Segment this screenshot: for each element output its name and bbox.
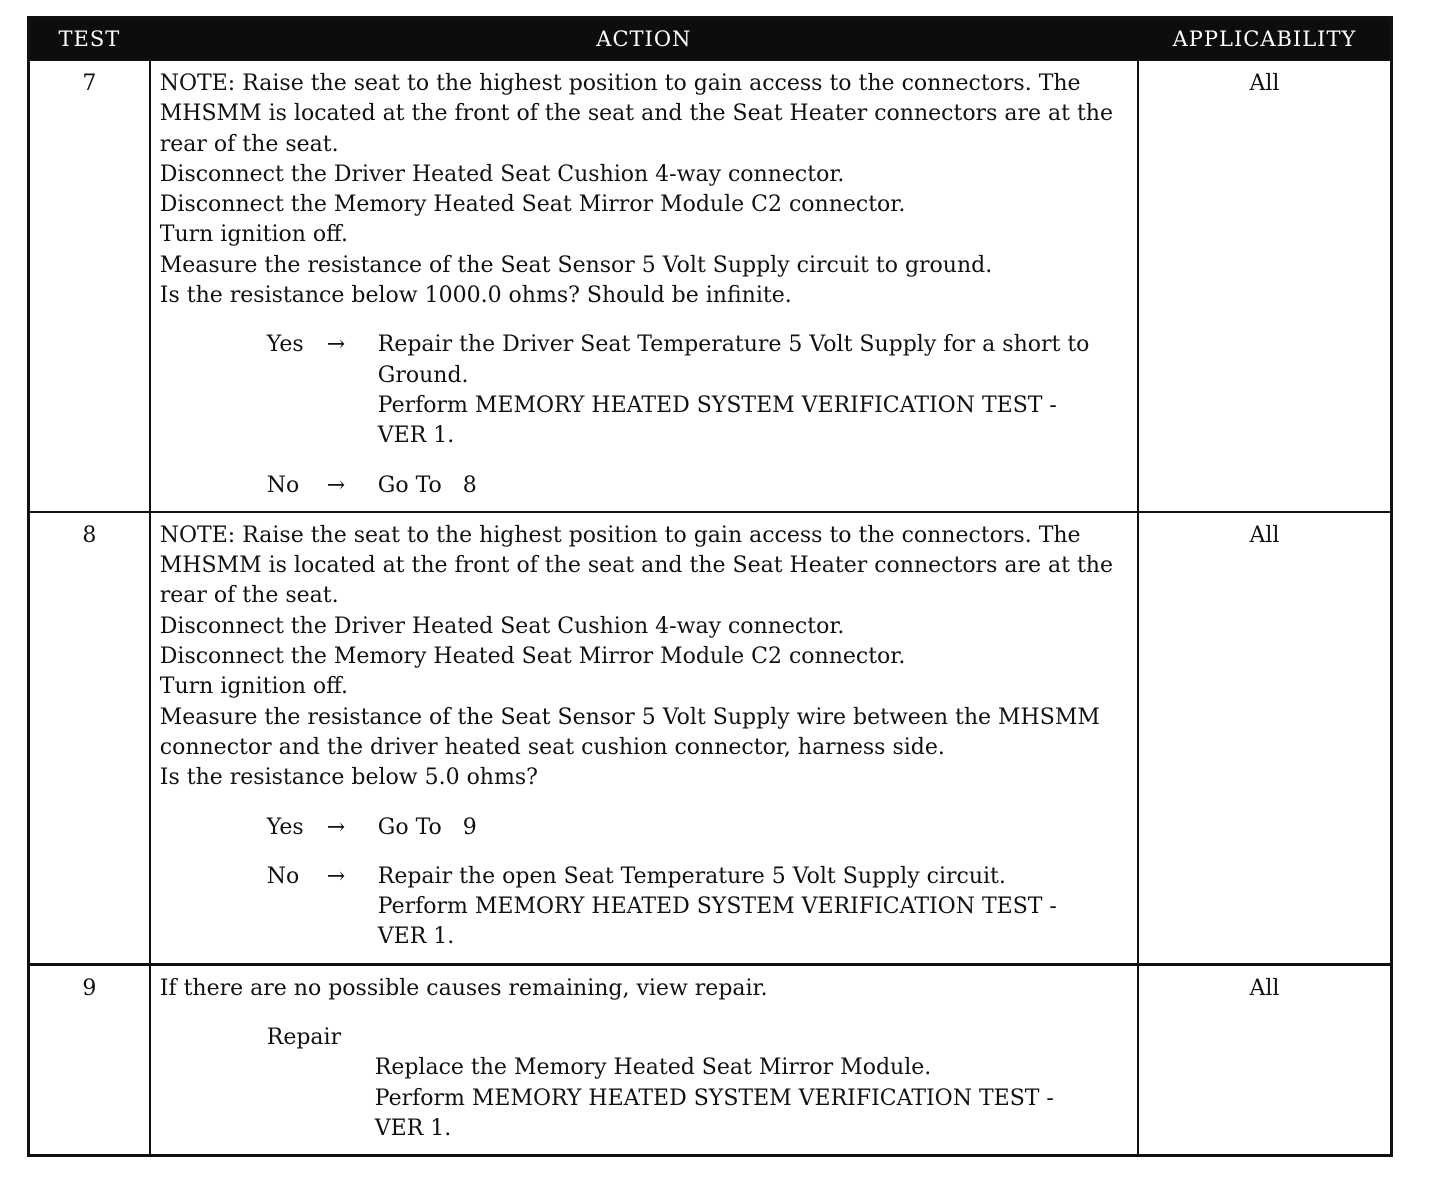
action-line: rear of the seat.: [159, 583, 339, 609]
action-line: Is the resistance below 1000.0 ohms? Should be infinite.: [159, 283, 792, 309]
action-line: rear of the seat.: [159, 131, 339, 157]
action-line: MHSMM is located at the front of the seat and the Seat Heater connectors are at the: [159, 553, 1113, 579]
header-applicability: APPLICABILITY: [1138, 18, 1392, 61]
action-line: NOTE: Raise the seat to the highest position to gain access to the connectors. The: [159, 522, 1081, 548]
result-line: Go To 9: [377, 814, 477, 840]
result-line: Perform MEMORY HEATED SYSTEM VERIFICATION TEST -: [377, 894, 1057, 920]
table-row: [29, 60, 1392, 512]
repair-line: Replace the Memory Heated Seat Mirror Module.: [374, 1055, 932, 1081]
table-header-row: [29, 18, 1392, 61]
action-line: Disconnect the Driver Heated Seat Cushion 4-way connector.: [159, 613, 845, 639]
repair-line: Perform MEMORY HEATED SYSTEM VERIFICATION TEST -: [374, 1085, 1054, 1111]
header-test: TEST: [29, 18, 150, 61]
no-branch: [160, 862, 1127, 953]
right-arrow-icon: →: [326, 332, 346, 358]
action-line: Is the resistance below 5.0 ohms?: [159, 765, 538, 791]
yes-result: [378, 330, 1127, 451]
table-row: [29, 964, 1392, 1155]
action-line: MHSMM is located at the front of the seat and the Seat Heater connectors are at the: [159, 101, 1113, 127]
yes-label: Yes: [266, 814, 304, 840]
table-row: [29, 512, 1392, 964]
repair-line: VER 1.: [374, 1115, 452, 1141]
test-number: 9: [29, 964, 150, 1155]
action-line: If there are no possible causes remaining, view repair.: [159, 975, 768, 1001]
no-result: [378, 471, 1127, 501]
action-line: connector and the driver heated seat cushion connector, harness side.: [159, 734, 945, 760]
test-number: 8: [29, 512, 150, 964]
result-line: VER 1.: [377, 924, 455, 950]
action-line: Disconnect the Memory Heated Seat Mirror Module C2 connector.: [159, 644, 906, 670]
result-line: Perform MEMORY HEATED SYSTEM VERIFICATION TEST -: [377, 392, 1057, 418]
action-line: Turn ignition off.: [159, 222, 348, 248]
diagnostic-test-table: [27, 16, 1393, 1157]
action-cell: [150, 964, 1138, 1155]
action-line: Disconnect the Driver Heated Seat Cushion 4-way connector.: [159, 161, 845, 187]
applicability-value: All: [1138, 60, 1392, 512]
applicability-value: All: [1138, 964, 1392, 1155]
result-line: Repair the Driver Seat Temperature 5 Volt Supply for a short to: [377, 332, 1090, 358]
right-arrow-icon: →: [326, 863, 346, 889]
yes-branch: [160, 813, 1127, 843]
action-cell: [150, 512, 1138, 964]
yes-result: [378, 813, 1127, 843]
header-action: ACTION: [150, 18, 1138, 61]
result-line: Ground.: [377, 362, 469, 388]
test-number: 7: [29, 60, 150, 512]
result-line: VER 1.: [377, 423, 455, 449]
action-line: NOTE: Raise the seat to the highest position to gain access to the connectors. The: [159, 71, 1081, 96]
yes-branch: [160, 330, 1127, 451]
yes-label: Yes: [266, 332, 304, 358]
action-line: Measure the resistance of the Seat Sensor 5 Volt Supply wire between the MHSMM: [159, 704, 1100, 730]
right-arrow-icon: →: [326, 472, 346, 498]
action-cell: [150, 60, 1138, 512]
action-line: Turn ignition off.: [159, 674, 348, 700]
result-line: Repair the open Seat Temperature 5 Volt Supply circuit.: [377, 863, 1006, 889]
repair-instructions: [375, 1053, 1127, 1144]
no-label: No: [266, 863, 300, 889]
applicability-value: All: [1138, 512, 1392, 964]
action-line: Measure the resistance of the Seat Sensor 5 Volt Supply circuit to ground.: [159, 252, 993, 278]
no-result: [378, 862, 1127, 953]
no-label: No: [266, 472, 300, 498]
repair-label: Repair: [266, 1025, 342, 1051]
no-branch: [160, 471, 1127, 501]
action-line: Disconnect the Memory Heated Seat Mirror Module C2 connector.: [159, 192, 906, 218]
right-arrow-icon: →: [326, 814, 346, 840]
result-line: Go To 8: [377, 472, 477, 498]
